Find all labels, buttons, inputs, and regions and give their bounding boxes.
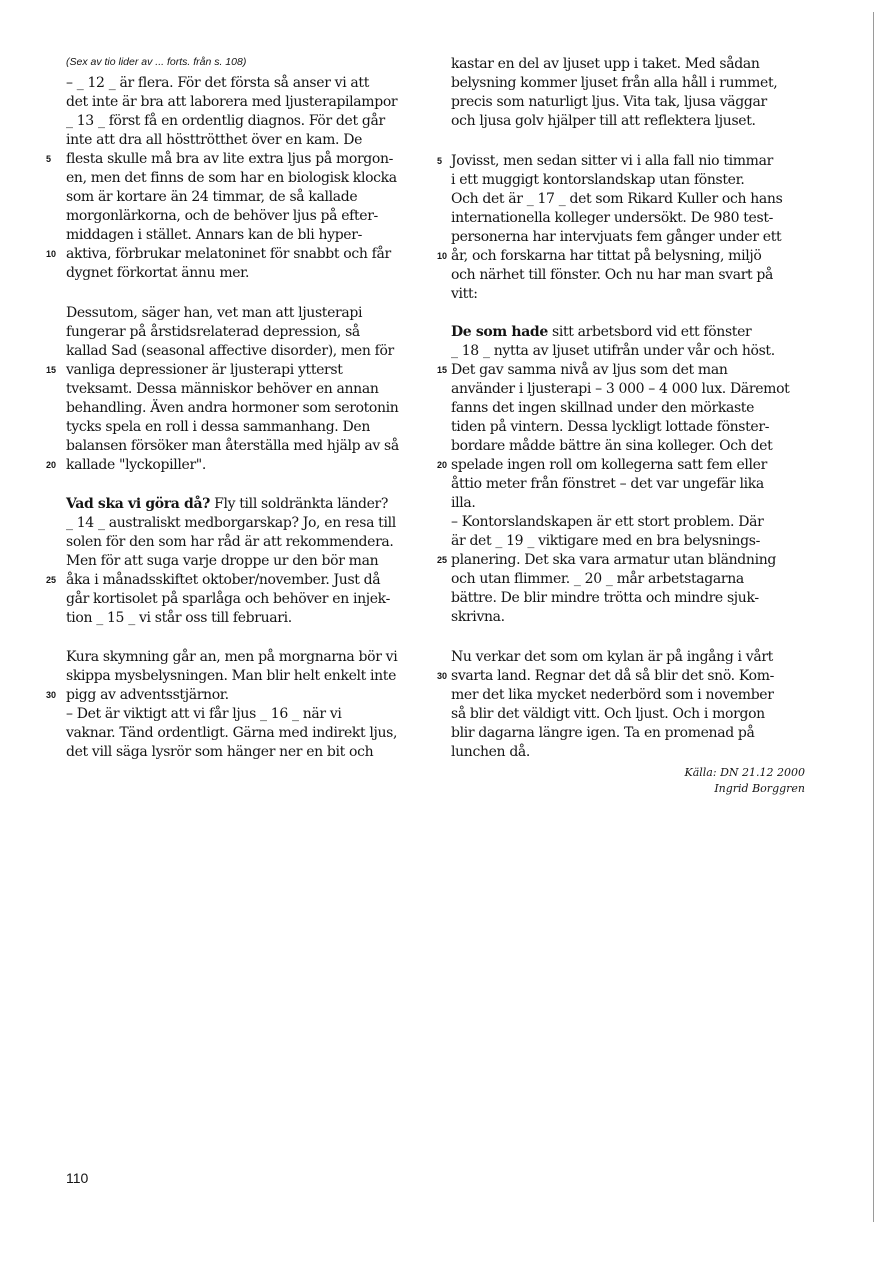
left-line-number: 20 [46, 460, 57, 470]
left-text-line: middagen i stället. Annars kan de bli hyper- [66, 227, 362, 243]
left-text-line: vaknar. Tänd ordentligt. Gärna med indirekt ljus, [66, 725, 398, 741]
left-line-number: 5 [46, 154, 52, 164]
left-text-line: en, men det finns de som har en biologisk klocka [66, 170, 397, 186]
left-text-line: Kura skymning går an, men på morgnarna bör vi [66, 649, 398, 665]
left-text-line: fungerar på årstidsrelaterad depression, så [66, 324, 360, 340]
right-text-line: blir dagarna längre igen. Ta en promenad på [451, 725, 755, 741]
right-text-line: personerna har intervjuats fem gånger under ett [451, 229, 782, 245]
left-paragraph-heading: Vad ska vi göra då? [66, 496, 211, 512]
left-text-line: morgonlärkorna, och de behöver ljus på efter- [66, 208, 378, 224]
left-text-line: balansen försöker man återställa med hjälp av så [66, 438, 399, 454]
right-text-line: lunchen då. [451, 744, 531, 760]
right-text-line: bordare mådde bättre än sina kolleger. Och det [451, 438, 773, 454]
right-text-line: åttio meter från fönstret – det var ungefär lika [451, 476, 764, 492]
right-text-line: och utan flimmer. _ 20 _ mår arbetstagarna [451, 571, 744, 587]
right-text-line: kastar en del av ljuset upp i taket. Med sådan [451, 56, 760, 72]
left-text-line: går kortisolet på sparlåga och behöver en injek- [66, 591, 390, 607]
author-line: Ingrid Borggren [714, 782, 805, 795]
right-line-number: 25 [437, 555, 448, 565]
right-text-line: fanns det ingen skillnad under den mörkaste [451, 400, 755, 416]
left-text-line: pigg av adventsstjärnor. [66, 687, 229, 703]
right-text-line: använder i ljusterapi – 3 000 – 4 000 lux. Däremot [451, 381, 790, 397]
right-text-line: _ 18 _ nytta av ljuset utifrån under vår och höst. [451, 343, 775, 359]
right-text-line: svarta land. Regnar det då så blir det snö. Kom- [451, 668, 775, 684]
right-text-line: illa. [451, 495, 476, 511]
right-text-line: och närhet till fönster. Och nu har man svart på [451, 267, 774, 283]
page-number: 110 [66, 1170, 89, 1186]
left-text-line: tycks spela en roll i dessa sammanhang. Den [66, 419, 370, 435]
left-text-line: som är kortare än 24 timmar, de så kallade [66, 189, 358, 205]
left-text-line: skippa mysbelysningen. Man blir helt enkelt inte [66, 668, 397, 684]
right-text-line: bättre. De blir mindre trötta och mindre sjuk- [451, 590, 759, 606]
right-line-number: 10 [437, 251, 448, 261]
page-edge-rule [873, 12, 874, 1222]
left-text-line: Men för att suga varje droppe ur den bör man [66, 553, 379, 569]
left-text-line: aktiva, förbrukar melatoninet för snabbt och får [66, 246, 391, 262]
right-text-line: precis som naturligt ljus. Vita tak, ljusa väggar [451, 94, 767, 110]
right-text-line: vitt: [451, 286, 478, 302]
right-text-line: Jovisst, men sedan sitter vi i alla fall nio timmar [451, 153, 773, 169]
left-text-line: tveksamt. Dessa människor behöver en annan [66, 381, 379, 397]
left-text-line: solen för den som har råd är att rekommendera. [66, 534, 394, 550]
left-text-line: behandling. Även andra hormoner som serotonin [66, 400, 399, 416]
right-text-line: är det _ 19 _ viktigare med en bra belysnings- [451, 533, 760, 549]
left-text-line: dygnet förkortat ännu mer. [66, 265, 250, 281]
right-text-line: spelade ingen roll om kollegerna satt fem eller [451, 457, 767, 473]
left-line-number: 25 [46, 575, 57, 585]
right-text-line: skrivna. [451, 609, 505, 625]
right-text-line: Och det är _ 17 _ det som Rikard Kuller och hans [451, 191, 783, 207]
left-text-line: Dessutom, säger han, vet man att ljusterapi [66, 305, 363, 321]
left-text-line [66, 495, 388, 514]
right-text-line: och ljusa golv hjälper till att reflektera ljuset. [451, 113, 756, 129]
right-text-line: Det gav samma nivå av ljus som det man [451, 362, 728, 378]
left-text-line-rest: Fly till soldränkta länder? [210, 496, 389, 512]
right-text-line: belysning kommer ljuset från alla håll i rummet, [451, 75, 778, 91]
right-text-line: år, och forskarna har tittat på belysning, miljö [451, 248, 762, 264]
right-text-line: planering. Det ska vara armatur utan bländning [451, 552, 776, 568]
left-text-line: det vill säga lysrör som hänger ner en bit och [66, 744, 374, 760]
source-line: Källa: DN 21.12 2000 [684, 766, 805, 779]
right-text-line-rest: sitt arbetsbord vid ett fönster [547, 324, 752, 340]
right-text-line: internationella kolleger undersökt. De 980 test- [451, 210, 773, 226]
right-paragraph-heading: De som hade [451, 324, 548, 340]
right-text-line: mer det lika mycket nederbörd som i november [451, 687, 774, 703]
right-text-line: i ett muggigt kontorslandskap utan fönster. [451, 172, 745, 188]
right-text-line [451, 323, 751, 342]
left-text-line: – _ 12 _ är flera. För det första så anser vi att [66, 75, 369, 91]
right-line-number: 30 [437, 671, 448, 681]
right-line-number: 5 [437, 156, 443, 166]
left-line-number: 30 [46, 690, 57, 700]
left-text-line: _ 13 _ först få en ordentlig diagnos. För det går [66, 113, 385, 129]
left-text-line: flesta skulle må bra av lite extra ljus på morgon- [66, 151, 394, 167]
left-text-line: tion _ 15 _ vi står oss till februari. [66, 610, 292, 626]
right-text-line: så blir det väldigt vitt. Och ljust. Och i morgon [451, 706, 765, 722]
right-text-line: – Kontorslandskapen är ett stort problem. Där [451, 514, 764, 530]
left-text-line: _ 14 _ australiskt medborgarskap? Jo, en resa till [66, 515, 396, 531]
left-line-number: 15 [46, 365, 57, 375]
right-text-line: tiden på vintern. Dessa lyckligt lottade fönster- [451, 419, 770, 435]
left-text-line: inte att dra all hösttrötthet över en kam. De [66, 132, 363, 148]
continuation-note: (Sex av tio lider av ... forts. från s. 108) [66, 56, 247, 68]
right-line-number: 20 [437, 460, 448, 470]
left-text-line: kallad Sad (seasonal affective disorder), men för [66, 343, 394, 359]
left-text-line: vanliga depressioner är ljusterapi ytterst [66, 362, 343, 378]
left-line-number: 10 [46, 249, 57, 259]
left-text-line: det inte är bra att laborera med ljusterapilampor [66, 94, 398, 110]
left-text-line: – Det är viktigt att vi får ljus _ 16 _ när vi [66, 706, 342, 722]
left-text-line: åka i månadsskiftet oktober/november. Just då [66, 572, 381, 588]
right-line-number: 15 [437, 365, 448, 375]
right-text-line: Nu verkar det som om kylan är på ingång i vårt [451, 649, 773, 665]
left-text-line: kallade "lyckopiller". [66, 457, 206, 473]
